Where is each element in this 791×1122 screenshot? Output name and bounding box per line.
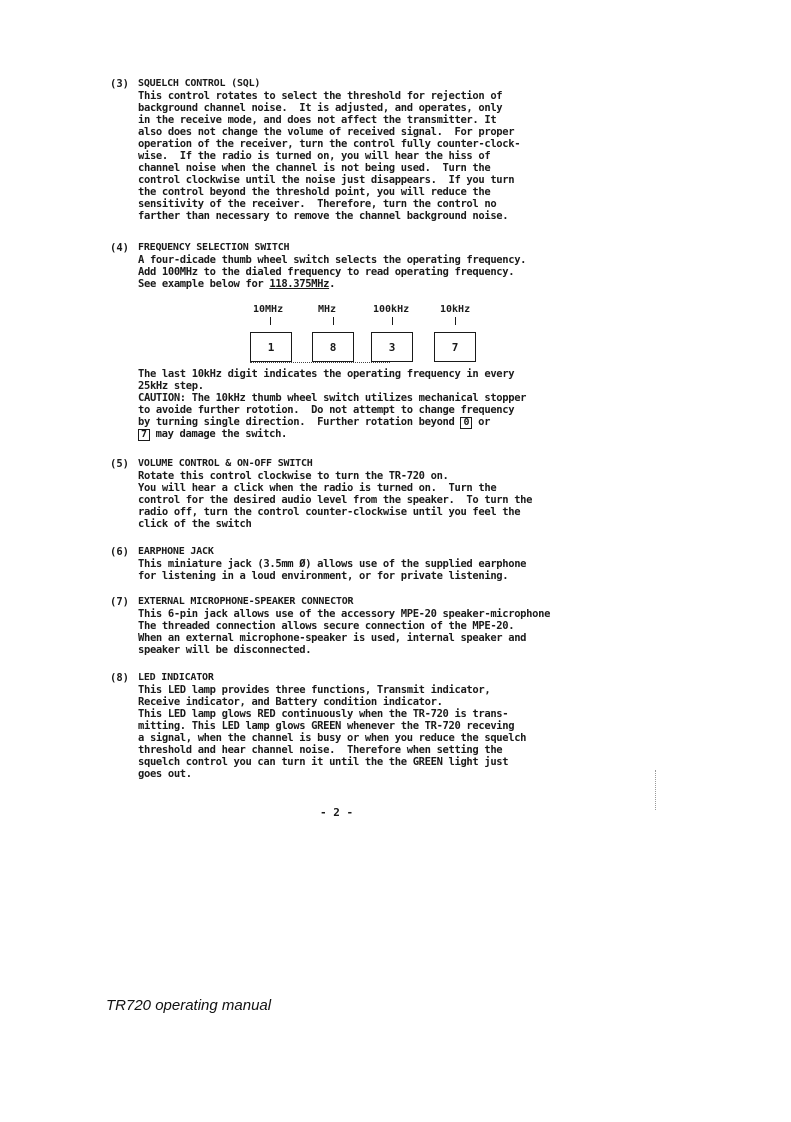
section-number: (5) (110, 458, 129, 470)
body-line: channel noise when the channel is not being used. Turn the (138, 162, 491, 174)
body-line: This 6-pin jack allows use of the accessory MPE-20 speaker-microphone (138, 608, 551, 620)
boxed-digit-seven: 7 (138, 429, 150, 441)
diagram-label-mhz: MHz (318, 304, 337, 315)
diagram-tick (392, 317, 393, 325)
body-line: A four-dicade thumb wheel switch selects the operating frequency. (138, 254, 527, 266)
digit-wheel (434, 332, 476, 362)
body-line: squelch control you can turn it until the the GREEN light just (138, 756, 509, 768)
diagram-tick (455, 317, 456, 325)
body-line: farther than necessary to remove the channel background noise. (138, 210, 509, 222)
body-line: for listening in a loud environment, or for private listening. (138, 570, 509, 582)
section-title: EXTERNAL MICROPHONE-SPEAKER CONNECTOR (138, 596, 354, 607)
caution-end: may damage the switch. (149, 428, 288, 440)
body-line: goes out. (138, 768, 192, 780)
body-line: operation of the receiver, turn the control fully counter-clock- (138, 138, 521, 150)
section-title: SQUELCH CONTROL (SQL) (138, 78, 261, 89)
digit-value: 1 (267, 341, 275, 354)
example-period: . (329, 278, 336, 290)
example-frequency: 118.375MHz (269, 278, 330, 290)
section-body (138, 254, 678, 290)
section-body (138, 608, 678, 656)
body-line: Add 100MHz to the dialed frequency to read operating frequency. (138, 266, 515, 278)
section-number: (3) (110, 78, 129, 90)
digit-wheel (312, 332, 354, 362)
body-line: The last 10kHz digit indicates the operating frequency in every (138, 368, 515, 380)
body-line: the control beyond the threshold point, you will reduce the (138, 186, 491, 198)
body-line: click of the switch (138, 518, 252, 530)
body-line: control clockwise until the noise just disappears. If you turn (138, 174, 515, 186)
body-line: mitting. This LED lamp glows GREEN whenever the TR-720 receving (138, 720, 515, 732)
page-number: - 2 - (320, 806, 354, 819)
section-number: (6) (110, 546, 129, 558)
body-line: threshold and hear channel noise. Therefore when setting the (138, 744, 503, 756)
section-number: (7) (110, 596, 129, 608)
body-line: Rotate this control clockwise to turn the TR-720 on. (138, 470, 449, 482)
section-body (138, 684, 678, 780)
diagram-label-10khz: 10kHz (440, 304, 471, 315)
body-line: in the receive mode, and does not affect the transmitter. It (138, 114, 497, 126)
diagram-tick (270, 317, 271, 325)
section-number: (8) (110, 672, 129, 684)
section-body (138, 90, 678, 222)
diagram-baseline (250, 362, 390, 364)
digit-wheel (250, 332, 292, 362)
or-text: or (472, 416, 491, 428)
body-line: control for the desired audio level from the speaker. To turn the (138, 494, 533, 506)
document-footer: TR720 operating manual (106, 997, 272, 1014)
body-line: CAUTION: The 10kHz thumb wheel switch utilizes mechanical stopper (138, 392, 527, 404)
body-line: wise. If the radio is turned on, you will hear the hiss of (138, 150, 491, 162)
body-line: radio off, turn the control counter-clockwise until you feel the (138, 506, 521, 518)
digit-value: 7 (451, 341, 459, 354)
body-line: a signal, when the channel is busy or when you reduce the squelch (138, 732, 527, 744)
caution-text: by turning single direction. Further rotation beyond (138, 416, 461, 428)
example-intro: See example below for (138, 278, 270, 290)
body-line: Receive indicator, and Battery condition indicator. (138, 696, 443, 708)
thumbwheel-diagram (250, 304, 490, 366)
scan-margin-mark (655, 770, 657, 810)
section-number: (4) (110, 242, 129, 254)
body-line: This LED lamp glows RED continuously when the TR-720 is trans- (138, 708, 509, 720)
body-line: This LED lamp provides three functions, Transmit indicator, (138, 684, 491, 696)
section-title: FREQUENCY SELECTION SWITCH (138, 242, 290, 253)
digit-value: 3 (388, 341, 396, 354)
body-line: This control rotates to select the threshold for rejection of (138, 90, 503, 102)
body-line: to avoide further rototion. Do not attempt to change frequency (138, 404, 515, 416)
body-line: When an external microphone-speaker is used, internal speaker and (138, 632, 527, 644)
diagram-label-100khz: 100kHz (373, 304, 410, 315)
body-line: 25kHz step. (138, 380, 204, 392)
boxed-digit-zero: 0 (460, 417, 472, 429)
digit-wheel (371, 332, 413, 362)
section-body (138, 470, 678, 530)
body-line: The threaded connection allows secure connection of the MPE-20. (138, 620, 515, 632)
body-line (138, 278, 678, 290)
section-title: EARPHONE JACK (138, 546, 214, 557)
section-body (138, 368, 678, 440)
diagram-label-10mhz: 10MHz (253, 304, 284, 315)
body-line: speaker will be disconnected. (138, 644, 312, 656)
section-title: VOLUME CONTROL & ON-OFF SWITCH (138, 458, 313, 469)
diagram-tick (333, 317, 334, 325)
body-line: You will hear a click when the radio is turned on. Turn the (138, 482, 497, 494)
body-line: This miniature jack (3.5mm Ø) allows use of the supplied earphone (138, 558, 527, 570)
body-line (138, 428, 678, 440)
section-body (138, 558, 678, 582)
body-line: also does not change the volume of received signal. For proper (138, 126, 515, 138)
section-title: LED INDICATOR (138, 672, 214, 683)
body-line: background channel noise. It is adjusted, and operates, only (138, 102, 503, 114)
digit-value: 8 (329, 341, 337, 354)
body-line (138, 416, 678, 428)
body-line: sensitivity of the receiver. Therefore, turn the control no (138, 198, 497, 210)
